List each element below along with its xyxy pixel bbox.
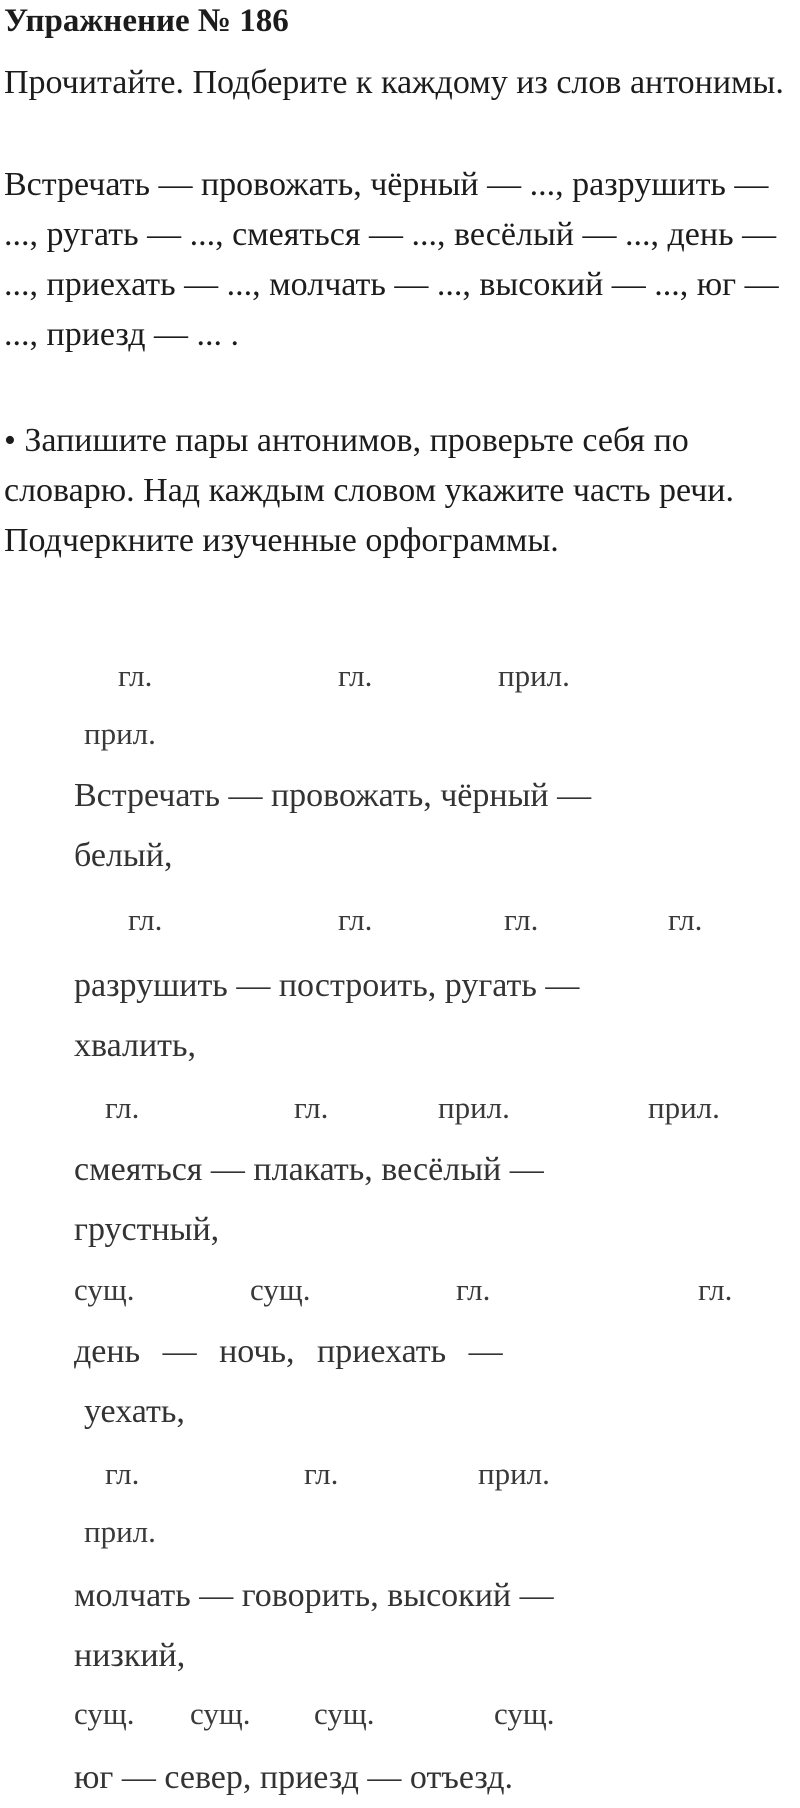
pos-label: сущ.	[74, 1696, 135, 1731]
pos-label: гл.	[698, 1272, 733, 1307]
answer-line-text: смеяться — плакать, весёлый —	[74, 1151, 544, 1188]
answer-line-text: хвалить,	[74, 1027, 197, 1064]
answer-line-text: грустный,	[74, 1211, 220, 1248]
answer-line-text: юг — север, приезд — отъезд.	[74, 1759, 514, 1796]
pos-label: сущ.	[250, 1272, 311, 1307]
answer-line	[0, 1322, 800, 1382]
answer-line	[0, 1382, 800, 1442]
pos-label: гл.	[118, 658, 153, 693]
answer-line	[0, 956, 800, 1016]
task-text: Прочитайте. Подберите к каждому из слов антонимы.	[4, 64, 784, 101]
pos-label: сущ.	[314, 1696, 375, 1731]
pos-label: гл.	[105, 1090, 140, 1125]
pos-label: сущ.	[494, 1696, 555, 1731]
answer-line-text: уехать,	[84, 1393, 185, 1430]
pos-label: прил.	[478, 1456, 550, 1491]
answer-line-text: низкий,	[74, 1637, 186, 1674]
answer-line-text: день — ночь, приехать —	[74, 1333, 503, 1370]
answer-line	[0, 1016, 800, 1076]
answer-line-text: разрушить — построить, ругать —	[74, 967, 580, 1004]
pos-label: гл.	[294, 1090, 329, 1125]
answer-line	[0, 826, 800, 886]
pos-label: гл.	[105, 1456, 140, 1491]
pos-label: гл.	[338, 658, 373, 693]
answer-line	[0, 1566, 800, 1626]
pos-label: сущ.	[190, 1696, 251, 1731]
pos-label: гл.	[504, 902, 539, 937]
answer-line-text: Встречать — провожать, чёрный —	[74, 777, 592, 814]
pos-label: прил.	[84, 1514, 156, 1549]
answer-line	[0, 1748, 800, 1808]
pos-label: гл.	[304, 1456, 339, 1491]
pos-label: сущ.	[74, 1272, 135, 1307]
answer-line	[0, 1626, 800, 1686]
pos-label: гл.	[668, 902, 703, 937]
pos-label: гл.	[128, 902, 163, 937]
instruction-text: • Запишите пары антонимов, проверьте себя по словарю. Над каждым словом укажите часть речи. Подчеркните изученные орфограммы.	[4, 422, 735, 559]
exercise-title: Упражнение № 186	[4, 3, 289, 39]
pos-label: прил.	[84, 716, 156, 751]
words-list: Встречать — провожать, чёрный — ..., разрушить — ..., ругать — ..., смеяться — ..., весёлый — ..., день — ..., приехать — ..., молчать — ..., высокий — ..., юг — ..., приезд — ... .	[4, 166, 779, 353]
answer-line	[0, 1200, 800, 1260]
answer-line-text: молчать — говорить, высокий —	[74, 1577, 554, 1614]
pos-label: прил.	[648, 1090, 720, 1125]
pos-label: прил.	[498, 658, 570, 693]
pos-label: гл.	[456, 1272, 491, 1307]
pos-label: прил.	[438, 1090, 510, 1125]
answer-line-text: белый,	[74, 837, 173, 874]
answer-line	[0, 1140, 800, 1200]
answer-line	[0, 766, 800, 826]
pos-label: гл.	[338, 902, 373, 937]
